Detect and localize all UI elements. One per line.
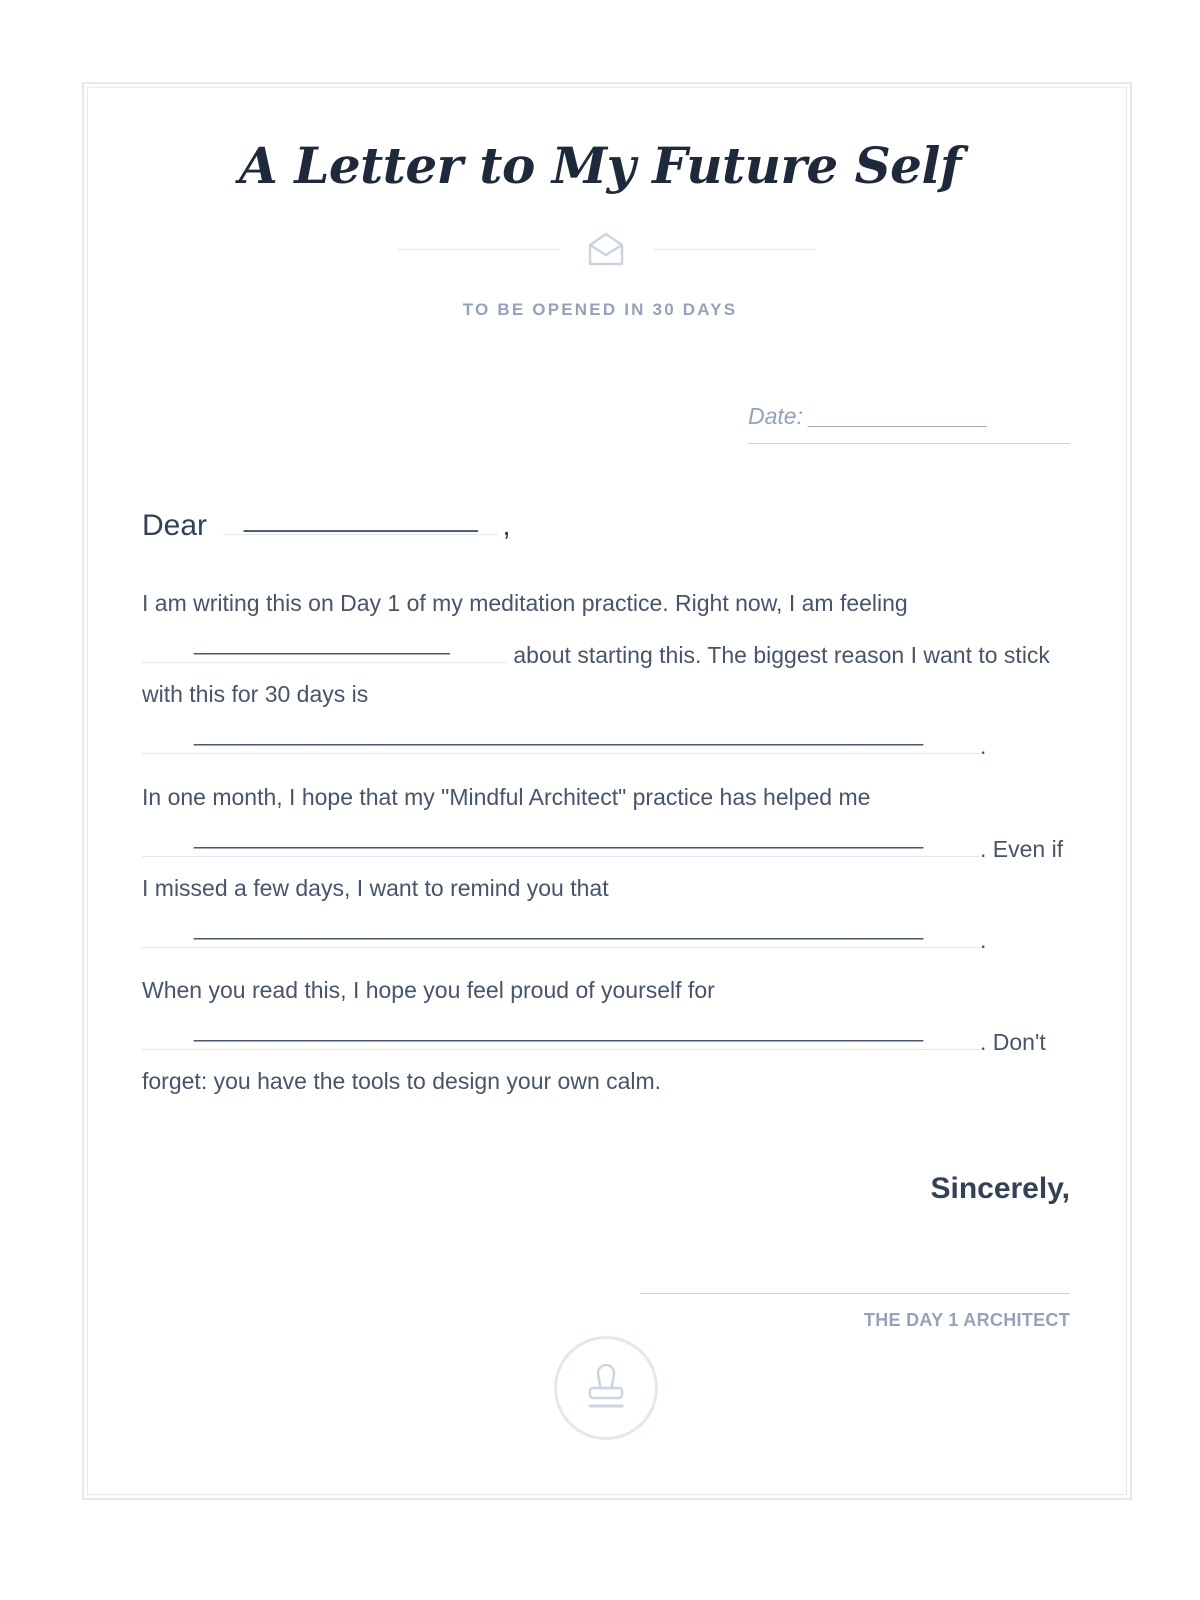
stamp-icon: [584, 1364, 628, 1412]
reminder-blank[interactable]: _________________________________________________________: [142, 908, 980, 948]
p1-text-2: about starting this. The biggest reason I want to stick with this for 30 days is: [142, 642, 1050, 707]
p1-text-1: I am writing this on Day 1 of my meditation practice. Right now, I am feeling: [142, 590, 908, 616]
p2-text-3: .: [980, 927, 987, 953]
proud-blank[interactable]: _________________________________________________________: [142, 1010, 980, 1050]
date-field[interactable]: [748, 403, 1070, 444]
p3-text-1: When you read this, I hope you feel proud of yourself for: [142, 977, 715, 1003]
feeling-blank[interactable]: ____________________: [142, 623, 507, 663]
dear-label: Dear: [142, 509, 208, 542]
p2-text-1: In one month, I hope that my "Mindful Architect" practice has helped me: [142, 784, 871, 810]
signature-name: THE DAY 1 ARCHITECT: [863, 1310, 1070, 1330]
reason-blank[interactable]: _________________________________________________________: [142, 714, 980, 754]
dear-comma: ,: [502, 509, 511, 542]
signature-line[interactable]: [640, 1293, 1070, 1294]
paragraph-3: [142, 971, 1072, 1101]
date-label: Date: ______________: [748, 403, 989, 429]
p1-text-3: .: [980, 733, 987, 759]
closing: Sincerely,: [930, 1172, 1070, 1205]
p3-text-2: . Don't forget: you have the tools to design your own calm.: [142, 1029, 1046, 1094]
salutation: [142, 500, 511, 543]
divider-right: [654, 249, 816, 250]
divider-left: [398, 249, 560, 250]
paragraph-2: [142, 778, 1072, 960]
letter-title: A Letter to My Future Self: [239, 136, 961, 195]
hope-blank[interactable]: _________________________________________________________: [142, 817, 980, 857]
p2-text-2: . Even if I missed a few days, I want to remind you that: [142, 836, 1064, 901]
paragraph-1: [142, 584, 1072, 766]
envelope-open-icon: [586, 229, 626, 269]
letter-subtitle: TO BE OPENED IN 30 DAYS: [462, 300, 738, 319]
recipient-blank[interactable]: ______________: [223, 500, 498, 535]
